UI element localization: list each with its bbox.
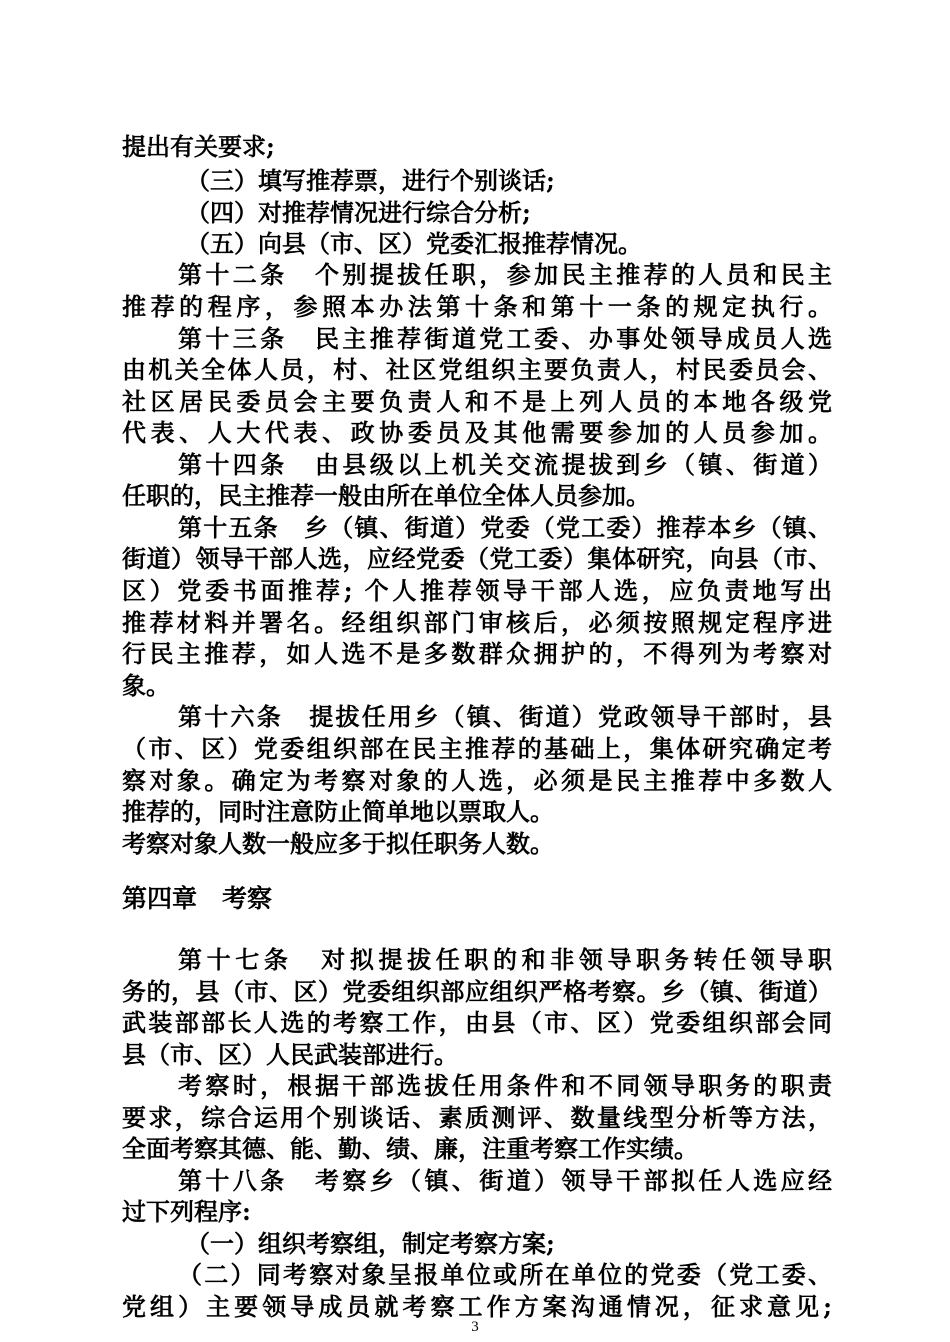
text-line: 区）党委书面推荐; 个人推荐领导干部人选，应负责地写出: [122, 576, 832, 605]
text-line: 第十四条 由县级以上机关交流提拔到乡（镇、街道）: [178, 450, 832, 479]
chapter-heading: 第四章 考察: [122, 884, 273, 913]
text-line: 要求，综合运用个别谈话、素质测评、数量线型分析等方法，: [122, 1103, 832, 1132]
text-line: 全面考察其德、能、勤、绩、廉，注重考察工作实绩。: [122, 1134, 698, 1163]
text-line: 县（市、区）人民武装部进行。: [122, 1040, 458, 1069]
text-line: 考察时，根据干部选拔任用条件和不同领导职务的职责: [178, 1071, 832, 1100]
text-line: 第十五条 乡（镇、街道）党委（党工委）推荐本乡（镇、: [178, 513, 832, 542]
text-line: 过下列程序:: [122, 1197, 251, 1226]
text-line: 察对象。确定为考察对象的人选，必须是民主推荐中多数人: [122, 766, 832, 795]
text-line: 行民主推荐，如人选不是多数群众拥护的，不得列为考察对: [122, 639, 832, 668]
text-line: （三）填写推荐票，进行个别谈话;: [186, 166, 555, 195]
text-line: 推荐的，同时注意防止简单地以票取人。: [122, 797, 554, 826]
text-line: 代表、人大代表、政协委员及其他需要参加的人员参加。: [122, 418, 832, 447]
text-line: 第十二条 个别提拔任职，参加民主推荐的人员和民主: [178, 260, 832, 289]
text-line: 推荐材料并署名。经组织部门审核后，必须按照规定程序进: [122, 608, 832, 637]
text-line: 象。: [122, 671, 170, 700]
text-line: 务的，县（市、区）党委组织部应组织严格考察。乡（镇、街道）: [122, 977, 832, 1006]
text-line: （五）向县（市、区）党委汇报推荐情况。: [186, 229, 642, 258]
text-line: 任职的，民主推荐一般由所在单位全体人员参加。: [122, 481, 650, 510]
text-line: 党组）主要领导成员就考察工作方案沟通情况，征求意见;: [122, 1292, 832, 1321]
text-line: 考察对象人数一般应多于拟任职务人数。: [122, 829, 554, 858]
text-line: 由机关全体人员，村、社区党组织主要负责人，村民委员会、: [122, 355, 832, 384]
text-line: 第十七条 对拟提拔任职的和非领导职务转任领导职: [178, 945, 832, 974]
text-line: 第十八条 考察乡（镇、街道）领导干部拟任人选应经: [178, 1166, 832, 1195]
text-line: 推荐的程序，参照本办法第十条和第十一条的规定执行。: [122, 292, 832, 321]
text-line: 提出有关要求;: [122, 132, 275, 161]
text-line: （市、区）党委组织部在民主推荐的基础上，集体研究确定考: [122, 734, 832, 763]
text-line: （一）组织考察组，制定考察方案;: [186, 1229, 555, 1258]
text-line: （四）对推荐情况进行综合分析;: [186, 198, 531, 227]
text-line: 第十三条 民主推荐街道党工委、办事处领导成员人选: [178, 324, 832, 353]
text-line: 社区居民委员会主要负责人和不是上列人员的本地各级党: [122, 387, 832, 416]
text-line: 第十六条 提拔任用乡（镇、街道）党政领导干部时，县: [178, 702, 832, 731]
text-line: 街道）领导干部人选，应经党委（党工委）集体研究，向县（市、: [122, 544, 832, 573]
text-line: 武装部部长人选的考察工作，由县（市、区）党委组织部会同: [122, 1008, 832, 1037]
page-number: 3: [471, 1319, 479, 1335]
text-line: （二）同考察对象呈报单位或所在单位的党委（党工委、: [178, 1260, 832, 1289]
